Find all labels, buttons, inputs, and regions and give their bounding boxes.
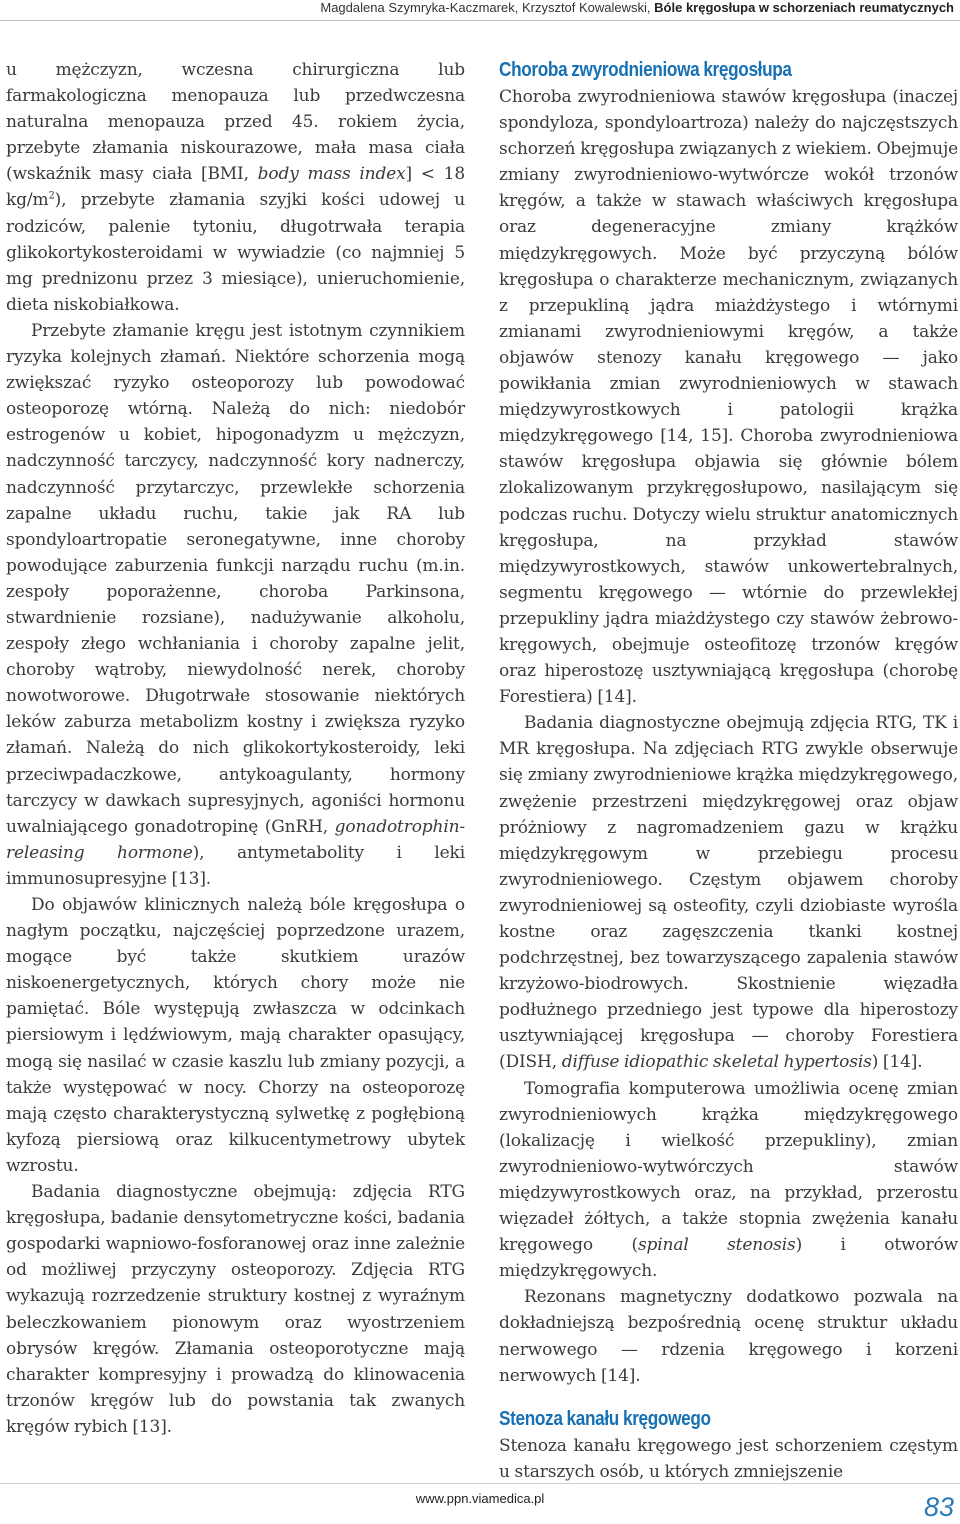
page-number: 83 (923, 1492, 954, 1522)
left-paragraph-2: Przebyte złamanie kręgu jest istotnym czynnikiem ryzyka kolejnych złamań. Niektóre schorzenia mogą zwiększać ryzyko osteoporozy lub powodować osteoporozę wtórną. Należą do nich: niedobór estrogenów u kobiet, hipogonadyzm u mężczyzn, nadczynność tarczycy, nadczynność kory nadnerczy, nadczynność przytarczyc, przewlekłe schorzenia zapalne układu ruchu, takie jak RA lub spondyloartropatie seronegatywne, inne choroby powodujące zaburzenia funkcji narządu ruchu (m.in. zespoły poporażenne, choroba Parkinsona, stwardnienie rozsiane), nadużywanie alkoholu, zespoły złego wchłaniania i choroby zapalne jelit, choroby wątroby, niewydolność nerek, choroby nowotworowe. Długotrwałe stosowanie niektórych leków zaburza metabolizm kostny i zwiększa ryzyko złamań. Należą do nich glikokortykosteroidy, leki przeciwpadaczkowe, antykoagulanty, hormony tarczycy w dawkach supresyjnych, agoniści hormonu uwalniającego gonadotropinę (GnRH, gonadotrophin-releasing hormone), antymetabolity i leki immunosupresyjne [13]. (6, 320, 465, 889)
left-paragraph-1: u mężczyzn, wczesna chirurgiczna lub farmakologiczna menopauza lub przedwczesna naturalna menopauza przed 45. rokiem życia, przebyte złamania niskourazowe, mała masa ciała (wskaźnik masy ciała [BMI, body mass index] < 18 $kg/m^2$), przebyte złamania szyjki kości udowej u rodziców, palenie tytoniu, długotrwała terapia glikokortykosteroidami w wywiadzie (co najmniej 5 mg prednizonu przez 3 miesiące), unieruchomienie, dieta niskobiałkowa. (6, 60, 466, 315)
header-divider (0, 20, 960, 21)
section-heading-stenosis: Stenoza kanału kręgowego (499, 1407, 711, 1430)
right-paragraph-5: Stenoza kanału kręgowego jest schorzeniem częstym u starszych osób, u których zmniejszenie (499, 1435, 958, 1482)
left-paragraph-4: Badania diagnostyczne obejmują: zdjęcia RTG kręgosłupa, badanie densytometryczne kości, badania gospodarki wapniowo-fosforanowej oraz inne zależnie od możliwej przyczyny osteoporozy. Zdjęcia RTG wykazują rozrzedzenie struktury kostnej z wyraźnym beleczkowaniem pionowym oraz wyostrzeniem obrysów kręgów. Złamania osteoporotyczne mają charakter kompresyjny i prowadzą do klinowacenia trzonów kręgów lub do powstania tak zwanych kręgów rybich [13]. (6, 1182, 465, 1437)
running-header (0, 0, 954, 22)
header-authors: Magdalena Szymryka-Kaczmarek, Krzysztof Kowalewski, (320, 0, 651, 15)
right-column (499, 57, 958, 1485)
left-paragraph-3: Do objawów klinicznych należą bóle kręgosłupa o nagłym początku, najczęściej poprzedzone urazem, mogące być także skutkiem urazów niskoenergetycznych, których chory może nie pamiętać. Bóle występują zwłaszcza w odcinkach piersiowym i lędźwiowym, mają charakter opasujący, mogą się nasilać w czasie kaszlu lub zmiany pozycji, a także występować w nocy. Chorzy na osteoporozę mają często charakterystyczną sylwetkę z pogłębioną kyfozą piersiową oraz kilkucentymetrowy ubytek wzrostu. (6, 895, 465, 1176)
footer-divider (0, 1483, 960, 1484)
italic-term: diffuse idiopathic skeletal hypertosis (561, 1052, 872, 1073)
italic-term: gonadotrophin-releasing hormone (6, 816, 465, 863)
right-paragraph-2: Badania diagnostyczne obejmują zdjęcia RTG, TK i MR kręgosłupa. Na zdjęciach RTG zwykle obserwuje się zmiany zwyrodnieniowe krążka międzykręgowego, zwężenie przestrzeni międzykręgowej oraz objaw próżniowy z nagromadzeniem gazu w krążku międzykręgowym w przebiegu procesu zwyrodnieniowego. Częstym objawem choroby zwyrodnieniowej są osteofity, czyli dziobiaste wyrośla kostne oraz zagęszczenia tkanki kostnej podchrzęstnej, bez towarzyszącego zapalenia stawów krzyżowo-biodrowych. Skostnienie więzadła podłużnego przedniego jest typowe dla hiperostozy usztywniającej kręgosłupa — choroby Forestiera (DISH, diffuse idiopathic skeletal hypertosis) [14]. (499, 713, 958, 1073)
italic-term: spinal stenosis (637, 1235, 796, 1256)
header-article-title: Bóle kręgosłupa w schorzeniach reumatycznych (654, 0, 954, 15)
section-heading-spondylosis: Choroba zwyrodnieniowa kręgosłupa (499, 59, 792, 81)
footer-url: www.ppn.viamedica.pl (415, 1491, 545, 1506)
right-paragraph-1: Choroba zwyrodnieniowa stawów kręgosłupa (inaczej spondyloza, spondyloartroza) należy do najczęstszych schorzeń kręgosłupa związanych z wiekiem. Obejmuje zmiany zwyrodnieniowo-wytwórcze wokół trzonów kręgów, a także w stawach właściwych kręgosłupa oraz degeneracyjne zmiany krążków międzykręgowych. Może być przyczyną bólów kręgosłupa o charakterze mechanicznym, związanych z przepukliną jądra miażdżystego i wtórnymi zmianami zwyrodnieniowymi kręgów, a także objawów stenozy kanału kręgowego — jako powikłania zmian zwyrodnieniowych w stawach międzywyrostkowych i patologii krążka międzykręgowego [14, 15]. Choroba zwyrodnieniowa stawów kręgosłupa objawia się głównie bólem zlokalizowanym przykręgosłupowo, nasilającym się podczas ruchu. Dotyczy wielu struktur anatomicznych kręgosłupa, na przykład stawów międzywyrostkowych, stawów unkowertebralnych, segmentu kręgowego — wtórnie do przewlekłej przepukliny jądra miażdżystego czy stawów żebrowo-kręgowych, obejmuje osteofitozę trzonów kręgów oraz hiperostozę usztywniającą kręgosłupa (chorobę Forestiera) [14]. (499, 87, 958, 708)
left-column (6, 57, 465, 1440)
right-paragraph-4: Rezonans magnetyczny dodatkowo pozwala na dokładniejszą bezpośrednią ocenę struktur układu nerwowego — rdzenia kręgowego i korzeni nerwowych [14]. (499, 1287, 958, 1386)
italic-term: body mass index (257, 164, 406, 185)
right-paragraph-3: Tomografia komputerowa umożliwia ocenę zmian zwyrodnieniowych krążka międzykręgowego (lokalizację i wielkość przepukliny), zmian zwyrodnieniowo-wytwórczych stawów międzywyrostkowych oraz, na przykład, przerostu więzadeł żółtych, a także stopnia zwężenia kanału kręgowego (spinal stenosis) i otworów międzykręgowych. (499, 1078, 958, 1282)
superscript: 2 (48, 190, 55, 202)
